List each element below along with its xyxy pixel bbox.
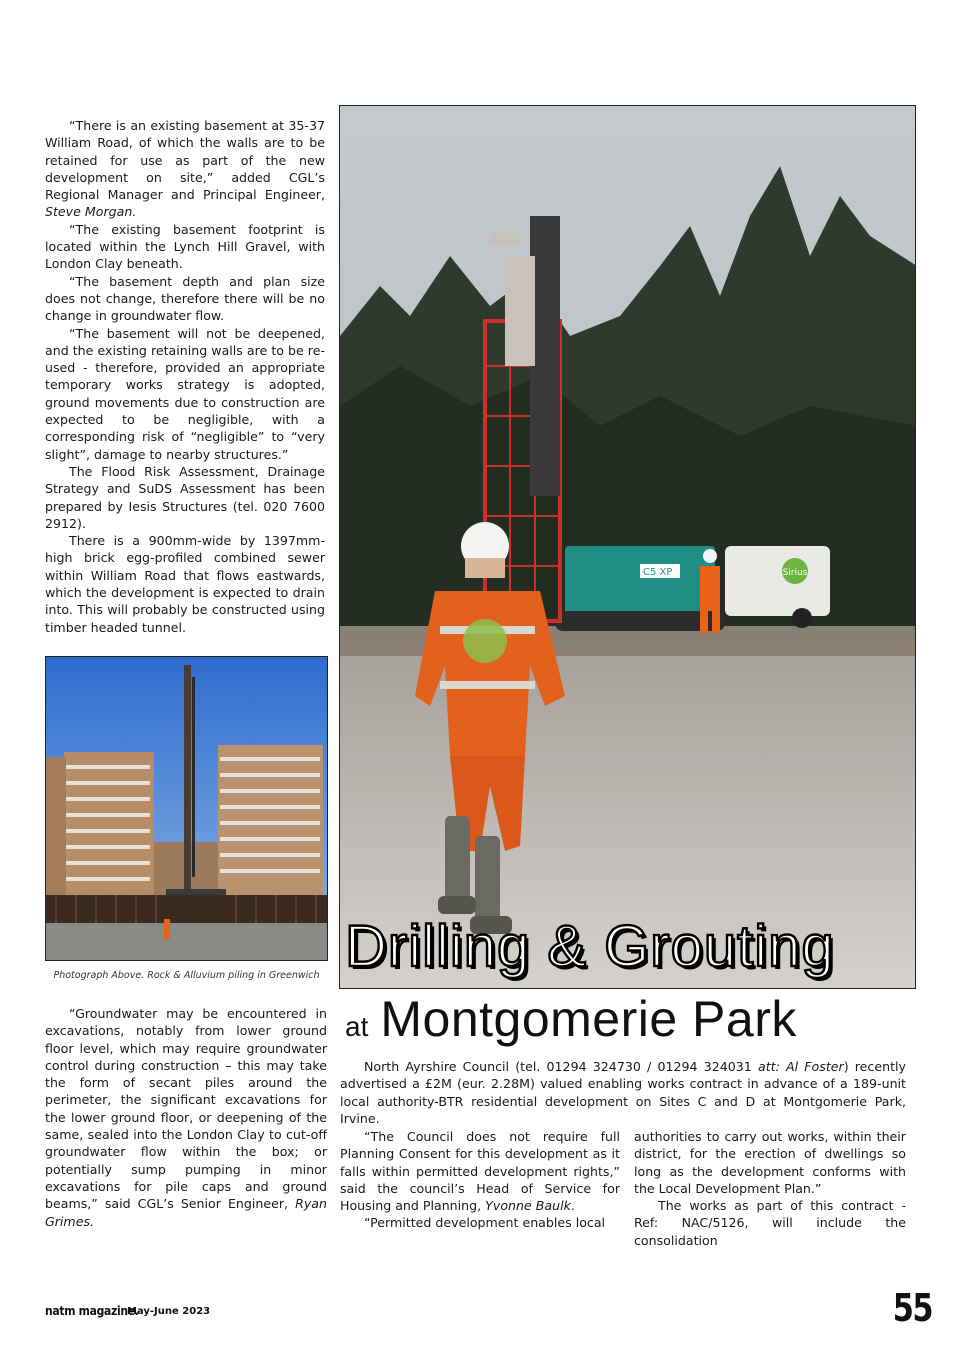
page-number: 55 (892, 1286, 932, 1330)
paragraph: The Flood Risk Assessment, Drainage Strategy and SuDS Assessment has been prepared by Iesis Structures (tel. 020 7600 2912). (45, 463, 325, 531)
left-column-bottom (45, 1005, 327, 1230)
person-name: Steve Morgan. (45, 204, 137, 220)
person-name: Ryan Grimes. (45, 1196, 327, 1229)
paragraph: “The basement will not be deepened, and the existing retaining walls are to be re-used - therefore, provided an appropriate temporary works strategy is adopted, ground movements due to construction are expected to be negligible, with a corresponding risk of “negligible” to “very slight”, damage to nearby structures.” (45, 325, 325, 462)
headline-place: Montgomerie Park (380, 991, 797, 1047)
svg-text:C5 XP: C5 XP (643, 567, 673, 578)
lede-paragraph (340, 1058, 906, 1127)
paragraph: “The Council does not require full Planning Consent for this development as it falls within permitted development rights,” said the council’s Head of Service for Housing and Planning, Yvonne Baulk. (340, 1129, 620, 1214)
photo-caption: Photograph Above. Rock & Alluvium piling in Greenwich (53, 970, 320, 981)
paragraph: “Groundwater may be encountered in excavations, notably from lower ground floor level, which may require groundwater control during construction – this may take the form of secant piles around the perimeter, the significant excavations for the lower ground floor, or deepening of the same, sealed into the London Clay to cut-off groundwater flow within the box; or potentially sump pumping in minor excavations for pile caps and ground beams,” said CGL’s Senior Engineer, Ryan Grimes. (45, 1006, 327, 1229)
footer-issue-date: May-June 2023 (127, 1306, 211, 1317)
paragraph: “The existing basement footprint is located within the Lynch Hill Gravel, with London Clay beneath. (45, 221, 325, 272)
piling-photo-illustration (46, 657, 328, 961)
drilling-photo (339, 105, 916, 989)
footer-magazine-title: natm magazine. (45, 1304, 139, 1318)
paragraph: There is a 900mm-wide by 1397mm-high brick egg-profiled combined sewer within William Road that flows eastwards, which the development is expected to drain into. This will probably be constructed using timber headed tunnel. (45, 533, 325, 635)
headline-montgomerie-park (345, 990, 905, 1048)
paragraph: authorities to carry out works, within their district, for the erection of dwellings so long as the development conforms with the Local Development Plan.” (634, 1129, 906, 1196)
paragraph: “Permitted development enables local (364, 1215, 606, 1231)
person-name: Yvonne Baulk (485, 1198, 571, 1214)
svg-text:Sirius: Sirius (782, 568, 808, 578)
piling-photo (45, 656, 328, 961)
contact-name: att: Al Foster (757, 1059, 844, 1074)
paragraph: The works as part of this contract - Ref: NAC/5126, will include the consolidation (634, 1198, 906, 1248)
headline-at: at (345, 1011, 369, 1042)
headline-drilling-grouting: Drilling & Grouting (345, 914, 835, 979)
paragraph: “The basement depth and plan size does not change, therefore there will be no change in groundwater flow. (45, 273, 325, 324)
left-column-top (45, 117, 325, 636)
paragraph: North Ayrshire Council (tel. 01294 324730 / 01294 324031 att: Al Foster) recently advertised a £2M (eur. 2.28M) valued enabling works contract in advance of a 189-unit local authority-BTR residential development on Sites C and D at Montgomerie Park, Irvine. (340, 1059, 906, 1126)
right-column (634, 1128, 906, 1249)
middle-column (340, 1128, 620, 1232)
drilling-photo-illustration (340, 106, 916, 989)
paragraph: “There is an existing basement at 35-37 William Road, of which the walls are to be retained for use as part of the new development on site,” added CGL’s Regional Manager and Principal Engineer, Steve Morgan. (45, 118, 325, 220)
